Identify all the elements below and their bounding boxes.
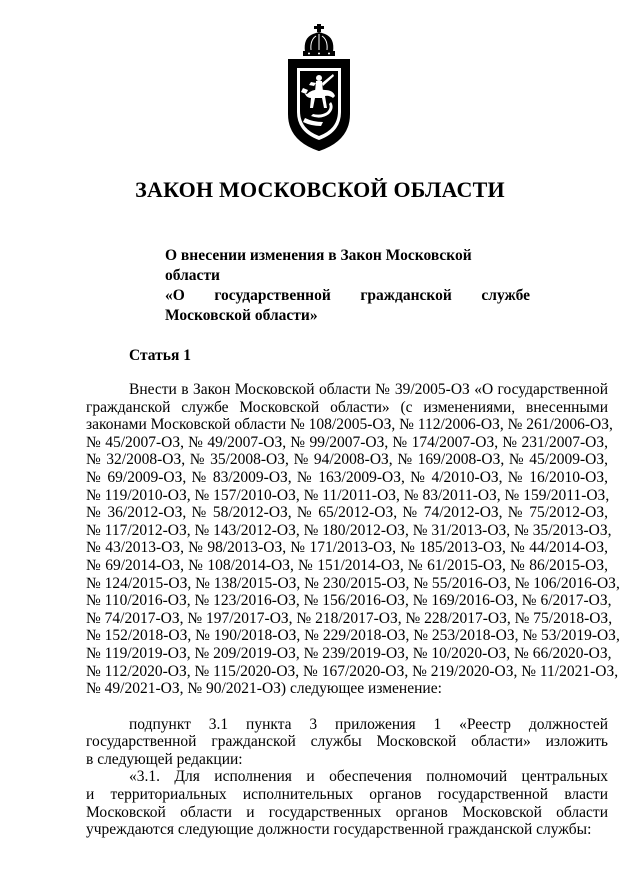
article-body (86, 381, 620, 839)
paragraph-line: № 110/2016-ОЗ, № 123/2016-ОЗ, № 156/2016-ОЗ, № 169/2016-ОЗ, № 6/2017-ОЗ, (86, 592, 612, 610)
paragraph-line: подпункт 3.1 пункта 3 приложения 1 «Реестр должностей (129, 715, 608, 733)
paragraph-line: гражданской службе Московской области» (с изменениями, внесенными (86, 398, 608, 416)
paragraph-line: Московской области и государственных органов Московской области (86, 803, 608, 821)
paragraph-line: № 45/2007-ОЗ, № 49/2007-ОЗ, № 99/2007-ОЗ, № 174/2007-ОЗ, № 231/2007-ОЗ, (86, 433, 608, 451)
paragraph-line: № 32/2008-ОЗ, № 35/2008-ОЗ, № 94/2008-ОЗ, № 169/2008-ОЗ, № 45/2009-ОЗ, (86, 451, 608, 469)
paragraph-line: № 119/2019-ОЗ, № 209/2019-ОЗ, № 239/2019-ОЗ, № 10/2020-ОЗ, № 66/2020-ОЗ, (86, 644, 612, 662)
law-subtitle (165, 246, 530, 326)
paragraph-line: № 36/2012-ОЗ, № 58/2012-ОЗ, № 65/2012-ОЗ, № 74/2012-ОЗ, № 75/2012-ОЗ, (86, 504, 608, 522)
subtitle-line: О внесении изменения в Закон Московской области (165, 247, 472, 284)
subtitle-line: «О государственной гражданской службе (165, 287, 530, 304)
crown-icon (303, 24, 335, 56)
paragraph-line: № 112/2020-ОЗ, № 115/2020-ОЗ, № 167/2020-ОЗ, № 219/2020-ОЗ, № 11/2021-ОЗ, (86, 662, 619, 680)
paragraph-line: № 117/2012-ОЗ, № 143/2012-ОЗ, № 180/2012-ОЗ, № 31/2013-ОЗ, № 35/2013-ОЗ, (86, 521, 612, 539)
paragraph-line: Внести в Закон Московской области № 39/2005-ОЗ «О государственной (129, 381, 608, 398)
paragraph-line: государственной гражданской службы Московской области» изложить (86, 733, 608, 751)
article-heading: Статья 1 (129, 347, 191, 364)
document-title: ЗАКОН МОСКОВСКОЙ ОБЛАСТИ (135, 177, 505, 202)
paragraph-line: № 74/2017-ОЗ, № 197/2017-ОЗ, № 218/2017-ОЗ, № 228/2017-ОЗ, № 75/2018-ОЗ, (86, 609, 613, 627)
paragraph-line: и территориальных исполнительных органов государственной власти (86, 786, 608, 804)
paragraph-line: № 124/2015-ОЗ, № 138/2015-ОЗ, № 230/2015-ОЗ, № 55/2016-ОЗ, № 106/2016-ОЗ, (86, 574, 620, 592)
paragraph-line: № 119/2010-ОЗ, № 157/2010-ОЗ, № 11/2011-ОЗ, № 83/2011-ОЗ, № 159/2011-ОЗ, (86, 486, 610, 504)
paragraph-line: № 152/2018-ОЗ, № 190/2018-ОЗ, № 229/2018-ОЗ, № 253/2018-ОЗ, № 53/2019-ОЗ, (86, 627, 620, 645)
paragraph-line: учреждаются следующие должности государственной гражданской службы: (86, 821, 592, 839)
moscow-oblast-coat-of-arms (283, 22, 355, 154)
subtitle-line: Московской области» (165, 307, 318, 324)
paragraph-line: «3.1. Для исполнения и обеспечения полномочий центральных (129, 768, 608, 786)
paragraph-line: № 69/2014-ОЗ, № 108/2014-ОЗ, № 151/2014-ОЗ, № 61/2015-ОЗ, № 86/2015-ОЗ, (86, 556, 608, 574)
paragraph-line: в следующей редакции: (86, 750, 243, 768)
paragraph-line: законами Московской области № 108/2005-ОЗ, № 112/2006-ОЗ, № 261/2006-ОЗ, (86, 416, 613, 434)
paragraph-line: № 69/2009-ОЗ, № 83/2009-ОЗ, № 163/2009-ОЗ, № 4/2010-ОЗ, № 16/2010-ОЗ, (86, 468, 608, 486)
paragraph-line: № 49/2021-ОЗ, № 90/2021-ОЗ) следующее изменение: (86, 680, 442, 698)
paragraph-line: № 43/2013-ОЗ, № 98/2013-ОЗ, № 171/2013-ОЗ, № 185/2013-ОЗ, № 44/2014-ОЗ, (86, 539, 608, 557)
